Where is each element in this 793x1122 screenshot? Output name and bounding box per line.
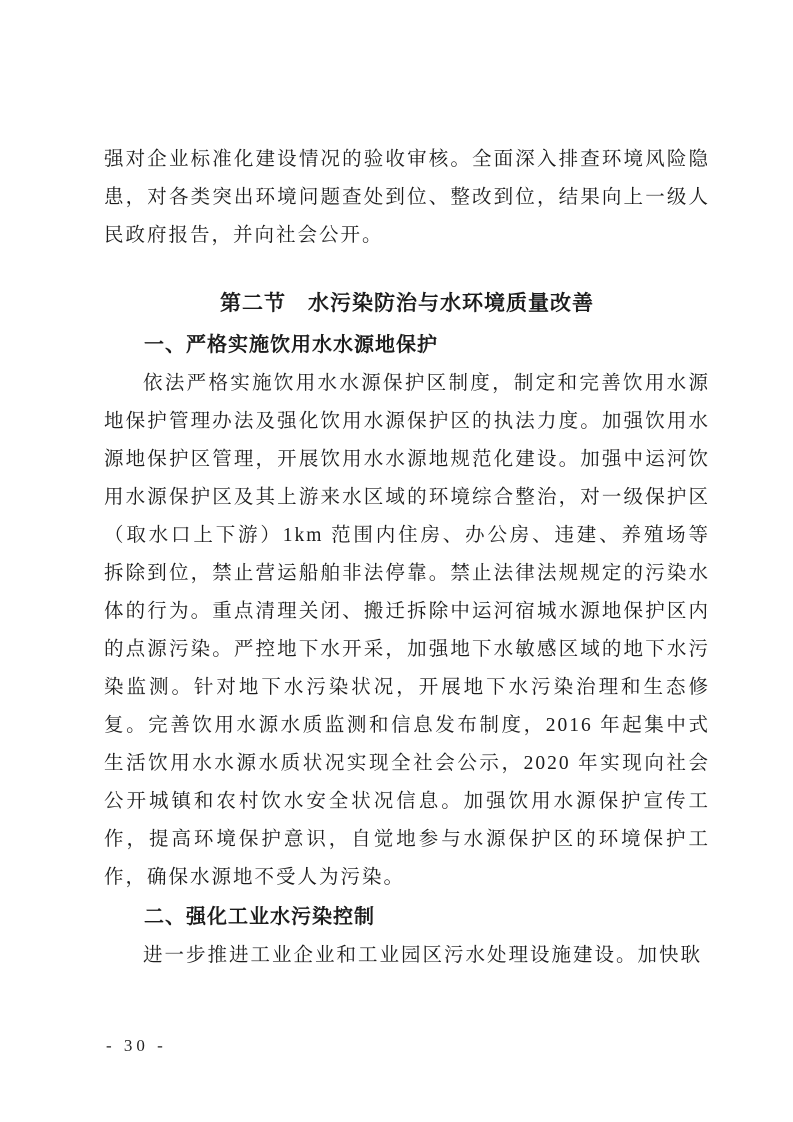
subsection-2-paragraph: 进一步推进工业企业和工业园区污水处理设施建设。加快耿: [143, 945, 703, 966]
document-content: [104, 141, 710, 975]
subsection-1-heading: 一、严格实施饮用水水源地保护: [144, 334, 438, 356]
subsection-2-heading: 二、强化工业水污染控制: [144, 906, 375, 928]
continuation-paragraph: 强对企业标准化建设情况的验收审核。全面深入排查环境风险隐患，对各类突出环境问题查处到位、整改到位，结果向上一级人民政府报告，并向社会公开。: [104, 149, 710, 246]
page-number: - 30 -: [106, 1036, 167, 1055]
section-heading: 第二节 水污染防治与水环境质量改善: [220, 292, 594, 315]
subsection-1-paragraph: 依法严格实施饮用水水源保护区制度，制定和完善饮用水源地保护管理办法及强化饮用水源保护区的执法力度。加强饮用水源地保护区管理，开展饮用水水源地规范化建设。加强中运河饮用水源保护区及其上游来水区域的环境综合整治，对一级保护区（取水口上下游）1km 范围内住房、办公房、违建、养殖场等拆除到位，禁止营运船舶非法停靠。禁止法律法规规定的污染水体的行为。重点清理关闭、搬迁拆除中运河宿城水源地保护区内的点源污染。严控地下水开采，加强地下水敏感区域的地下水污染监测。针对地下水污染状况，开展地下水污染治理和生态修复。完善饮用水源水质监测和信息发布制度，2016 年起集中式生活饮用水水源水质状况实现全社会公示，2020 年实现向社会公开城镇和农村饮水安全状况信息。加强饮用水源保护宣传工作，提高环境保护意识，自觉地参与水源保护区的环境保护工作，确保水源地不受人为污染。: [104, 373, 710, 888]
